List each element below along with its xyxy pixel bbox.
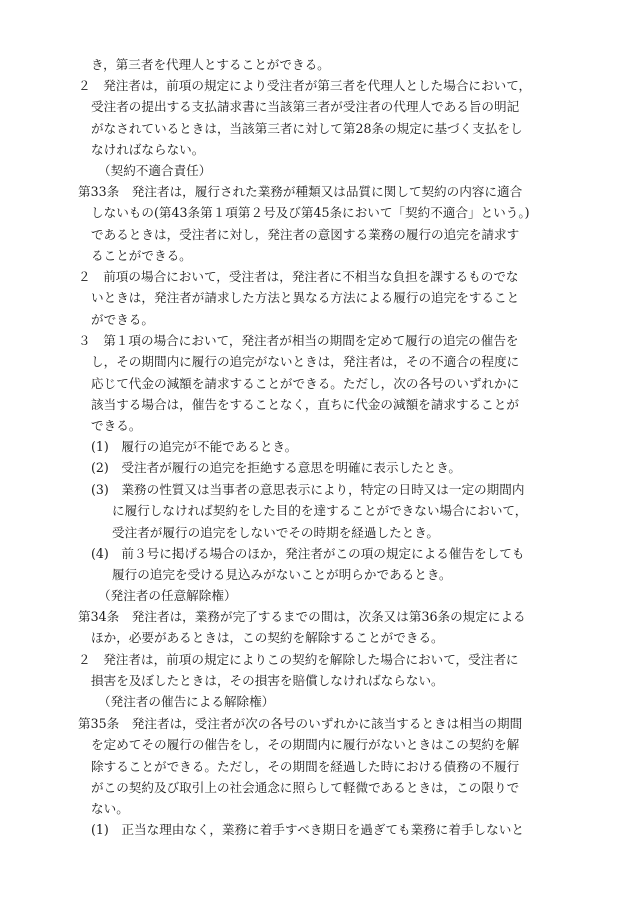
clause-paragraph [78, 649, 538, 692]
text-line: 第35条 発注者は，受注者が次の各号のいずれかに該当するときは相当の期間 [78, 716, 523, 731]
text-line: き，第三者を代理人とすることができる。 [91, 57, 330, 72]
text-line: 応じて代金の減額を請求することができる。ただし，次の各号のいずれかに [91, 375, 520, 391]
text-line: ２ 前項の場合において，受注者は，発注者に不相当な負担を課するものでな [78, 269, 519, 284]
text-line: し，その期間内に履行の追完がないときは，発注者は，その不適合の程度に [91, 354, 520, 370]
text-line: 第34条 発注者は，業務が完了するまでの間は，次条又は第36条の規定による [78, 609, 526, 624]
text-line: (3) 業務の性質又は当事者の意思表示により，特定の日時又は一定の期間内 [91, 482, 525, 497]
text-line: 除することができる。ただし，その期間を経過した時における債務の不履行 [91, 758, 520, 774]
list-item [78, 457, 538, 478]
text-line: (2) 受注者が履行の追完を拒絶する意思を明確に表示したとき。 [91, 460, 461, 475]
text-line: できる。 [91, 418, 142, 434]
text-line: を定めてその履行の催告をし，その期間内に履行がないときはこの契約を解 [91, 737, 520, 753]
text-line: (1) 正当な理由なく，業務に着手すべき期日を過ぎても業務に着手しないと [91, 822, 524, 837]
text-line: ができる。 [91, 311, 154, 327]
text-line: ない。 [91, 801, 129, 817]
clause-paragraph [78, 330, 538, 436]
text-line: 受注者が履行の追完をしないでその時期を経過したとき。 [112, 524, 439, 540]
list-item [78, 543, 538, 586]
article-heading: （契約不適合責任） [98, 163, 212, 178]
article-heading: （発注者の任意解除権） [98, 588, 237, 603]
text-line: ２ 発注者は，前項の規定によりこの契約を解除した場合において，受注者に [78, 652, 519, 667]
article-heading: （発注者の催告による解除権） [98, 694, 275, 709]
text-line: がこの契約及び取引上の社会通念に照らして軽微であるときは，この限りで [91, 779, 520, 795]
paragraph-continuation [78, 54, 538, 75]
text-line: がなされているときは，当該第三者に対して第28条の規定に基づく支払をし [91, 120, 523, 136]
article-35 [78, 713, 538, 819]
text-line: 損害を及ぼしたときは，その損害を賠償しなければならない。 [91, 673, 444, 689]
text-line: ２ 発注者は，前項の規定により受注者が第三者を代理人とした場合において， [78, 78, 532, 93]
clause-paragraph [78, 266, 538, 330]
text-line: (1) 履行の追完が不能であるとき。 [91, 439, 298, 454]
list-item [78, 479, 538, 543]
text-line: なければならない。 [91, 141, 205, 157]
text-line: であるときは，受注者に対し，発注者の意図する業務の履行の追完を請求す [91, 226, 520, 242]
text-line: 履行の追完を受ける見込みがないことが明らかであるとき。 [112, 567, 452, 583]
list-item [78, 819, 538, 840]
text-line: 受注者の提出する支払請求書に当該第三者が受注者の代理人である旨の明記 [91, 99, 520, 115]
list-item [78, 436, 538, 457]
text-line: に履行しなければ契約をした目的を達することができない場合において， [112, 503, 528, 519]
article-34 [78, 606, 538, 649]
text-line: ることができる。 [91, 247, 192, 263]
clause-paragraph [78, 75, 538, 160]
text-line: ほか，必要があるときは，この契約を解除することができる。 [91, 630, 444, 646]
text-line: (4) 前３号に掲げる場合のほか，発注者がこの項の規定による催告をしても [91, 546, 525, 561]
text-line: ３ 第１項の場合において，発注者が相当の期間を定めて履行の追完の催告を [78, 333, 519, 348]
text-line: 該当する場合は，催告をすることなく，直ちに代金の減額を請求することが [91, 396, 519, 412]
text-line: しないもの(第43条第１項第２号及び第45条において「契約不適合」という。) [91, 205, 530, 221]
article-33 [78, 181, 538, 266]
text-line: 第33条 発注者は，履行された業務が種類又は品質に関して契約の内容に適合 [78, 184, 523, 199]
text-line: いときは，発注者が請求した方法と異なる方法による履行の追完をすること [91, 290, 520, 306]
